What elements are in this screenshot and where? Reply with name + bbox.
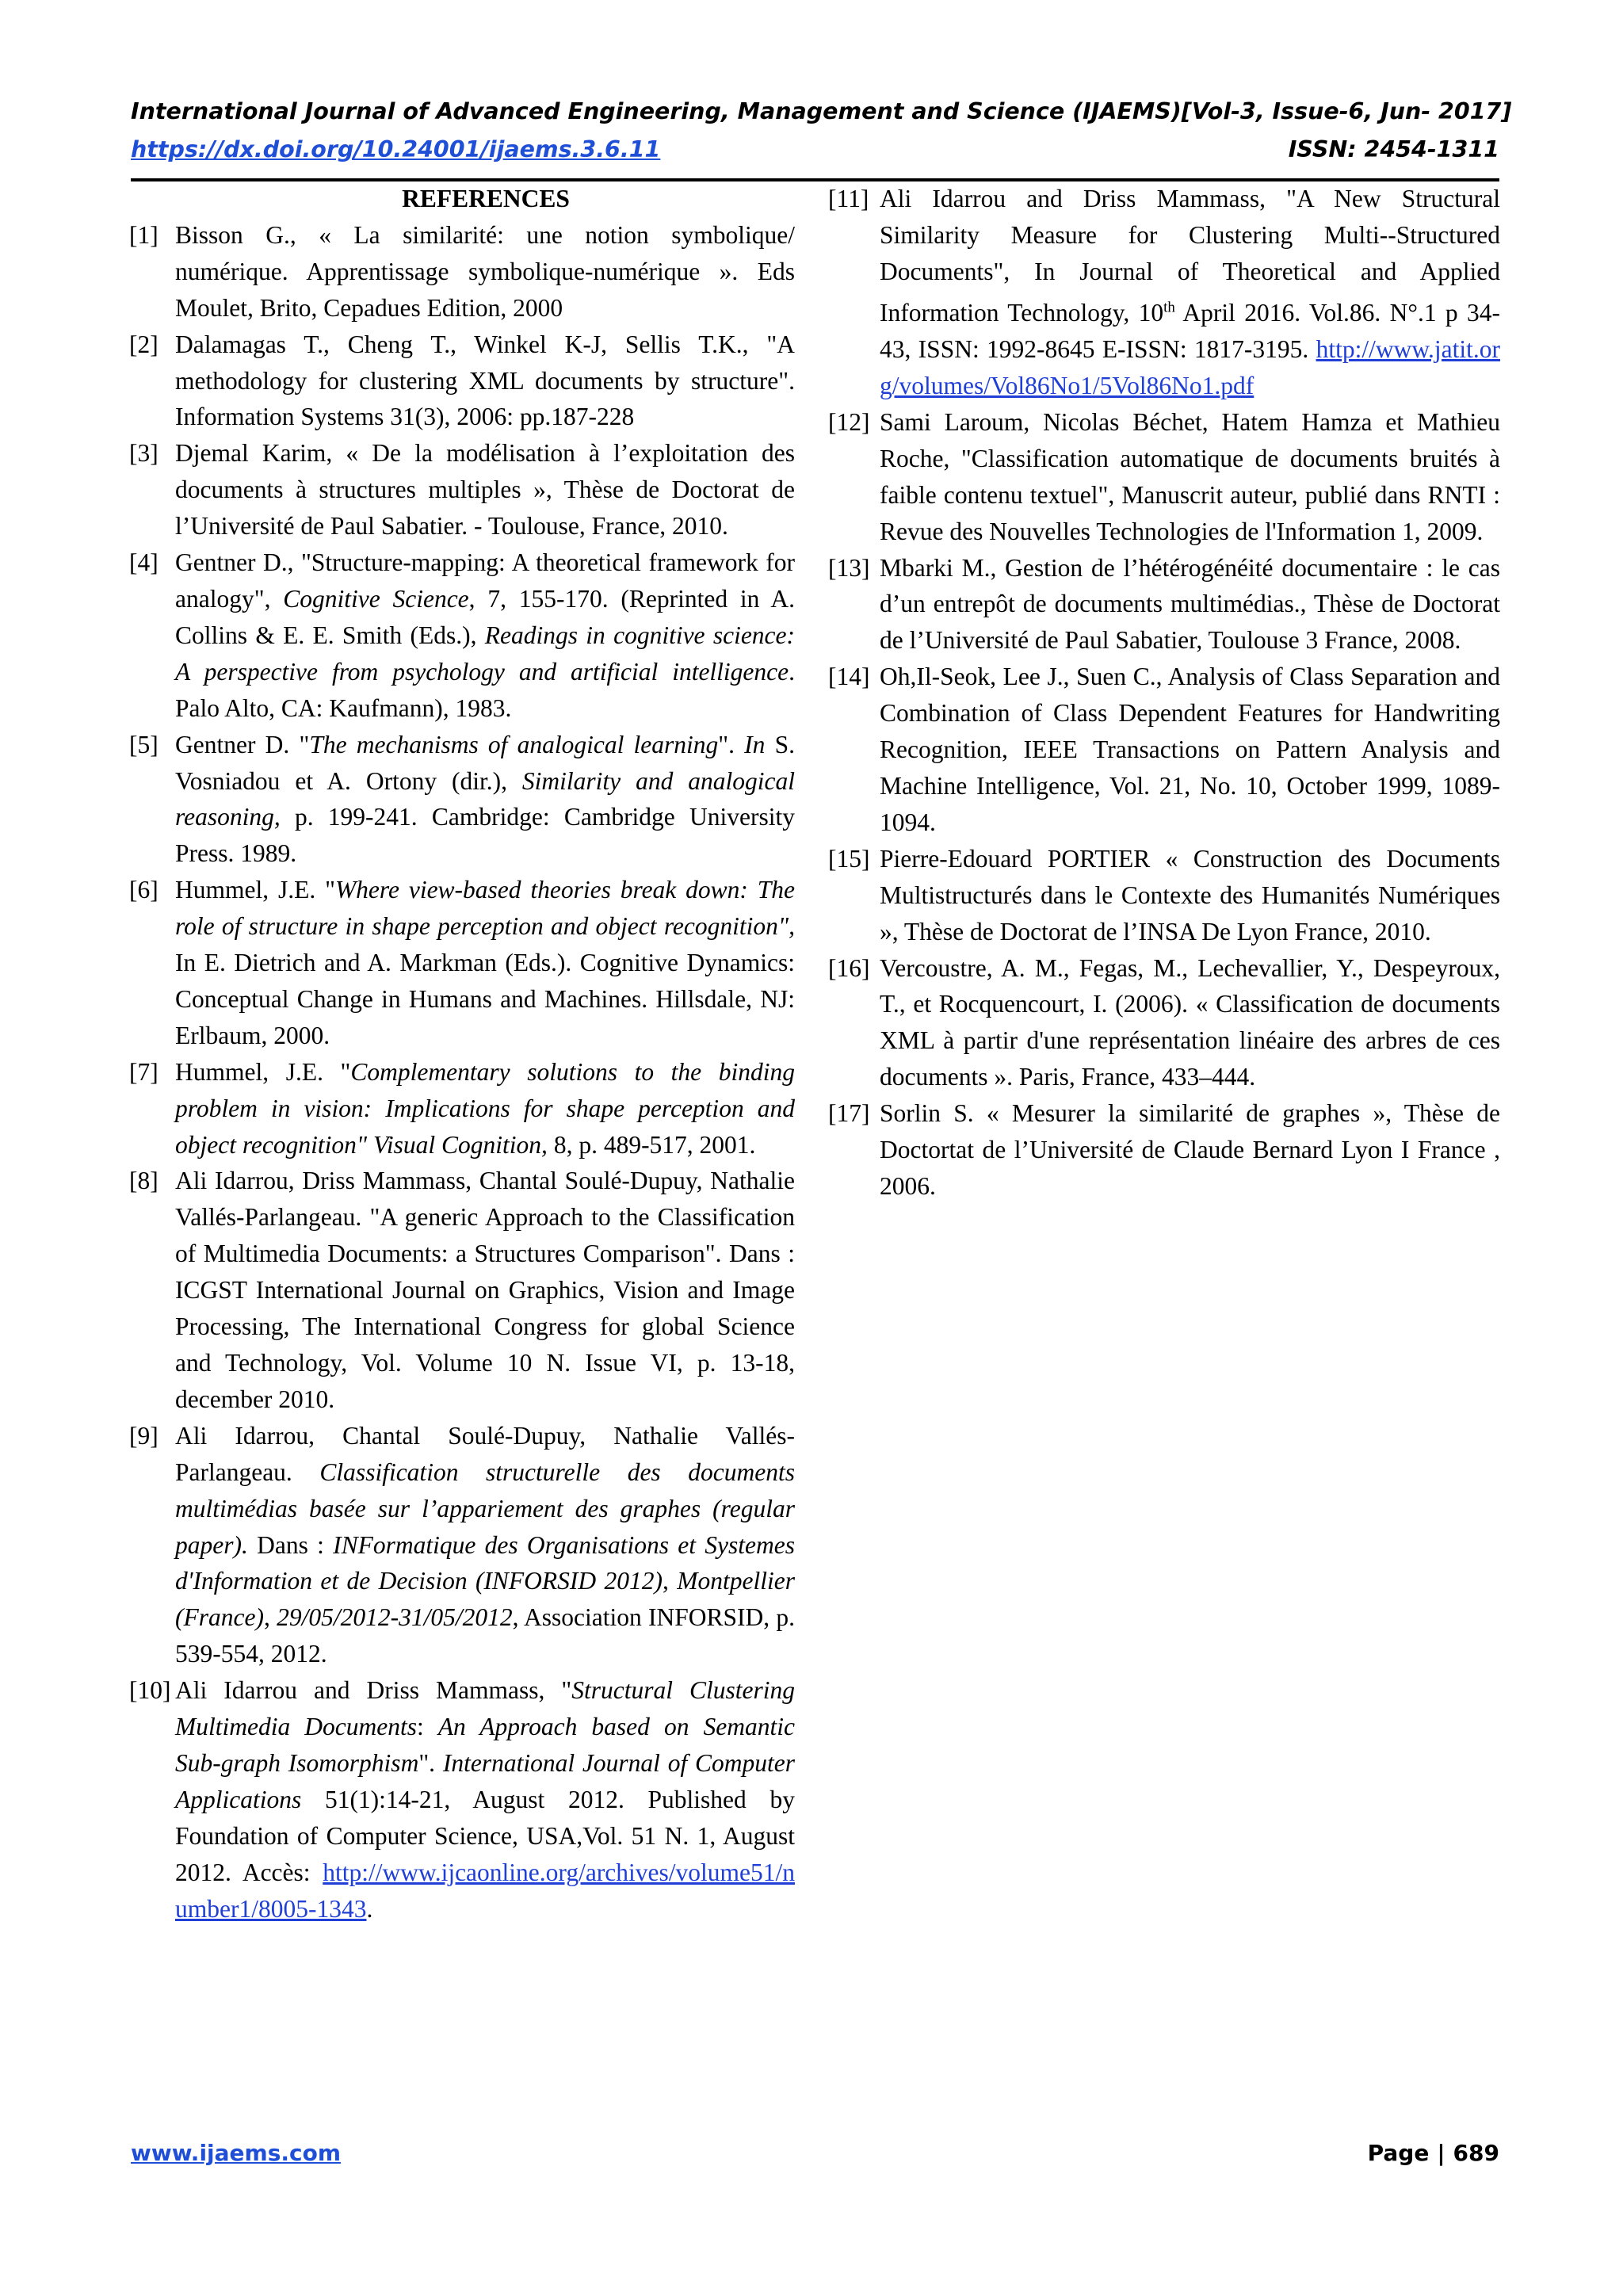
issn: ISSN: 2454-1311: [1288, 136, 1499, 162]
reference-item: [129, 435, 795, 544]
reference-text: Mbarki M., Gestion de l’hétérogénéité documentaire : le cas d’un entrepôt de documents multimédias., Thèse de Doctorat de l’Université de Paul Sabatier, Toulouse 3 France, 2008.: [880, 553, 1500, 655]
reference-text: Sorlin S. « Mesurer la similarité de graphes », Thèse de Doctortat de l’Université de Claude Bernard Lyon I France , 2006.: [880, 1099, 1500, 1200]
reference-number: [6]: [129, 876, 158, 904]
reference-item: [129, 872, 795, 1054]
reference-number: [16]: [828, 953, 870, 982]
reference-text: Hummel, J.E. "Complementary solutions to the binding problem in vision: Implications for shape perception and object recognition" Visual Cognition, 8, p. 489-517, 2001.: [175, 1057, 795, 1159]
reference-number: [3]: [129, 439, 158, 468]
reference-item: [129, 1054, 795, 1163]
reference-text: Bisson G., « La similarité: une notion symbolique/ numérique. Apprentissage symbolique-numérique ». Eds Moulet, Brito, Cepadues Edition, 2000: [175, 220, 795, 322]
reference-text: Ali Idarrou and Driss Mammass, "A New Structural Similarity Measure for Clustering Multi--Structured Documents", In Journal of Theoretical and Applied Information Technology, 10th April 2016. Vol.86. N°.1 p 34-43, ISSN: 1992-8645 E-ISSN: 1817-3195. http://www.jatit.org/volumes/Vol86No1/5Vol86No1.pdf: [880, 185, 1500, 400]
journal-title: International Journal of Advanced Engineering, Management and Science (IJAEMS): [131, 98, 1182, 124]
reference-number: [5]: [129, 730, 158, 758]
page-number: 689: [1453, 2140, 1499, 2166]
reference-number: [11]: [828, 185, 869, 212]
reference-item: [828, 950, 1500, 1096]
reference-number: [12]: [828, 407, 870, 436]
left-column: [129, 181, 795, 1927]
reference-list-right: [828, 181, 1500, 1205]
reference-number: [13]: [828, 553, 870, 582]
reference-text: Ali Idarrou, Chantal Soulé-Dupuy, Nathalie Vallés-Parlangeau. Classification structurelle des documents multimédias basée sur l’appariement des graphes (regular paper). Dans : INFormatique des Organisations et Systemes d'Information et de Decision (INFORSID 2012), Montpellier (France), 29/05/2012-31/05/2012, Association INFORSID, p. 539-554, 2012.: [175, 1421, 796, 1668]
site-link[interactable]: www.ijaems.com: [131, 2140, 342, 2166]
reference-text: Hummel, J.E. "Where view-based theories break down: The role of structure in shape perception and object recognition", In E. Dietrich and A. Markman (Eds.). Cognitive Dynamics: Conceptual Change in Humans and Machines. Hillsdale, NJ: Erlbaum, 2000.: [175, 876, 796, 1049]
reference-list-left: [129, 217, 795, 1927]
page-separator: |: [1437, 2140, 1445, 2166]
reference-text: Pierre-Edouard PORTIER « Construction des Documents Multistructurés dans le Contexte des Humanités Numériques », Thèse de Doctorat de l’INSA De Lyon France, 2010.: [880, 844, 1500, 946]
reference-text: Dalamagas T., Cheng T., Winkel K-J, Sellis T.K., "A methodology for clustering XML documents by structure". Information Systems 31(3), 2006: pp.187-228: [175, 330, 795, 431]
reference-item: [129, 1418, 795, 1672]
reference-number: [7]: [129, 1057, 158, 1086]
reference-number: [10]: [129, 1676, 171, 1705]
reference-number: [1]: [129, 220, 158, 249]
reference-item: [828, 659, 1500, 841]
running-header: [131, 98, 1512, 124]
reference-number: [8]: [129, 1167, 158, 1195]
doi-link[interactable]: https://dx.doi.org/10.24001/ijaems.3.6.11: [131, 136, 661, 162]
reference-text: Ali Idarrou, Driss Mammass, Chantal Soulé-Dupuy, Nathalie Vallés-Parlangeau. "A generic Approach to the Classification of Multimedia Documents: a Structures Comparison". Dans : ICGST International Journal on Graphics, Vision and Image Processing, The International Congress for global Science and Technology, Vol. Volume 10 N. Issue VI, p. 13-18, december 2010.: [175, 1167, 795, 1413]
reference-number: [17]: [828, 1099, 870, 1128]
reference-item: [129, 217, 795, 327]
doi-line: [131, 136, 1499, 162]
reference-item: [828, 1095, 1500, 1205]
reference-item: [828, 181, 1500, 404]
reference-text: Gentner D., "Structure-mapping: A theoretical framework for analogy", Cognitive Science, 7, 155-170. (Reprinted in A. Collins & E. E. Smith (Eds.), Readings in cognitive science: A perspective from psychology and artificial intelligence. Palo Alto, CA: Kaufmann), 1983.: [175, 548, 796, 722]
reference-text: Sami Laroum, Nicolas Béchet, Hatem Hamza et Mathieu Roche, "Classification automatique de documents bruités à faible contenu textuel", Manuscrit auteur, publié dans RNTI : Revue des Nouvelles Technologies de l'Information 1, 2009.: [880, 407, 1500, 545]
reference-item: [129, 1672, 795, 1927]
reference-item: [129, 1163, 795, 1417]
reference-item: [129, 727, 795, 873]
reference-url-link[interactable]: http://www.ijcaonline.org/archives/volume51/number1/8005-1343: [175, 1858, 795, 1923]
page-indicator: [1368, 2140, 1499, 2166]
reference-item: [828, 404, 1500, 550]
reference-item: [828, 841, 1500, 950]
reference-text: Djemal Karim, « De la modélisation à l’exploitation des documents à structures multiples », Thèse de Doctorat de l’Université de Paul Sabatier. - Toulouse, France, 2010.: [175, 439, 795, 541]
page-label: Page: [1367, 2140, 1430, 2166]
right-column: [828, 181, 1500, 1205]
volume-issue: [Vol-3, Issue-6, Jun- 2017]: [1181, 98, 1512, 124]
reference-url-link[interactable]: http://www.jatit.org/volumes/Vol86No1/5Vol86No1.pdf: [880, 335, 1500, 400]
reference-item: [129, 544, 795, 727]
reference-number: [9]: [129, 1421, 158, 1450]
reference-number: [14]: [828, 663, 870, 691]
reference-text: Gentner D. "The mechanisms of analogical learning". In S. Vosniadou et A. Ortony (dir.), Similarity and analogical reasoning, p. 199-241. Cambridge: Cambridge University Press. 1989.: [175, 730, 795, 868]
reference-item: [828, 550, 1500, 659]
reference-item: [129, 327, 795, 436]
references-heading: REFERENCES: [402, 185, 570, 212]
reference-text: Vercoustre, A. M., Fegas, M., Lechevallier, Y., Despeyroux, T., et Rocquencourt, I. (2006). « Classification de documents XML à partir d'une représentation linéaire des arbres de ces documents ». Paris, France, 433–444.: [880, 953, 1500, 1091]
reference-number: [2]: [129, 330, 158, 358]
reference-text: Ali Idarrou and Driss Mammass, "Structural Clustering Multimedia Documents: An Approach based on Semantic Sub-graph Isomorphism". International Journal of Computer Applications 51(1):14-21, August 2012. Published by Foundation of Computer Science, USA,Vol. 51 N. 1, August 2012. Accès: http://www.ijcaonline.org/archives/volume51/number1/8005-1343.: [175, 1676, 796, 1923]
reference-text: Oh,Il-Seok, Lee J., Suen C., Analysis of Class Separation and Combination of Class Dependent Features for Handwriting Recognition, IEEE Transactions on Pattern Analysis and Machine Intelligence, Vol. 21, No. 10, October 1999, 1089-1094.: [880, 663, 1500, 836]
page-footer: [131, 2140, 1499, 2166]
reference-number: [4]: [129, 548, 158, 577]
reference-number: [15]: [828, 844, 870, 873]
